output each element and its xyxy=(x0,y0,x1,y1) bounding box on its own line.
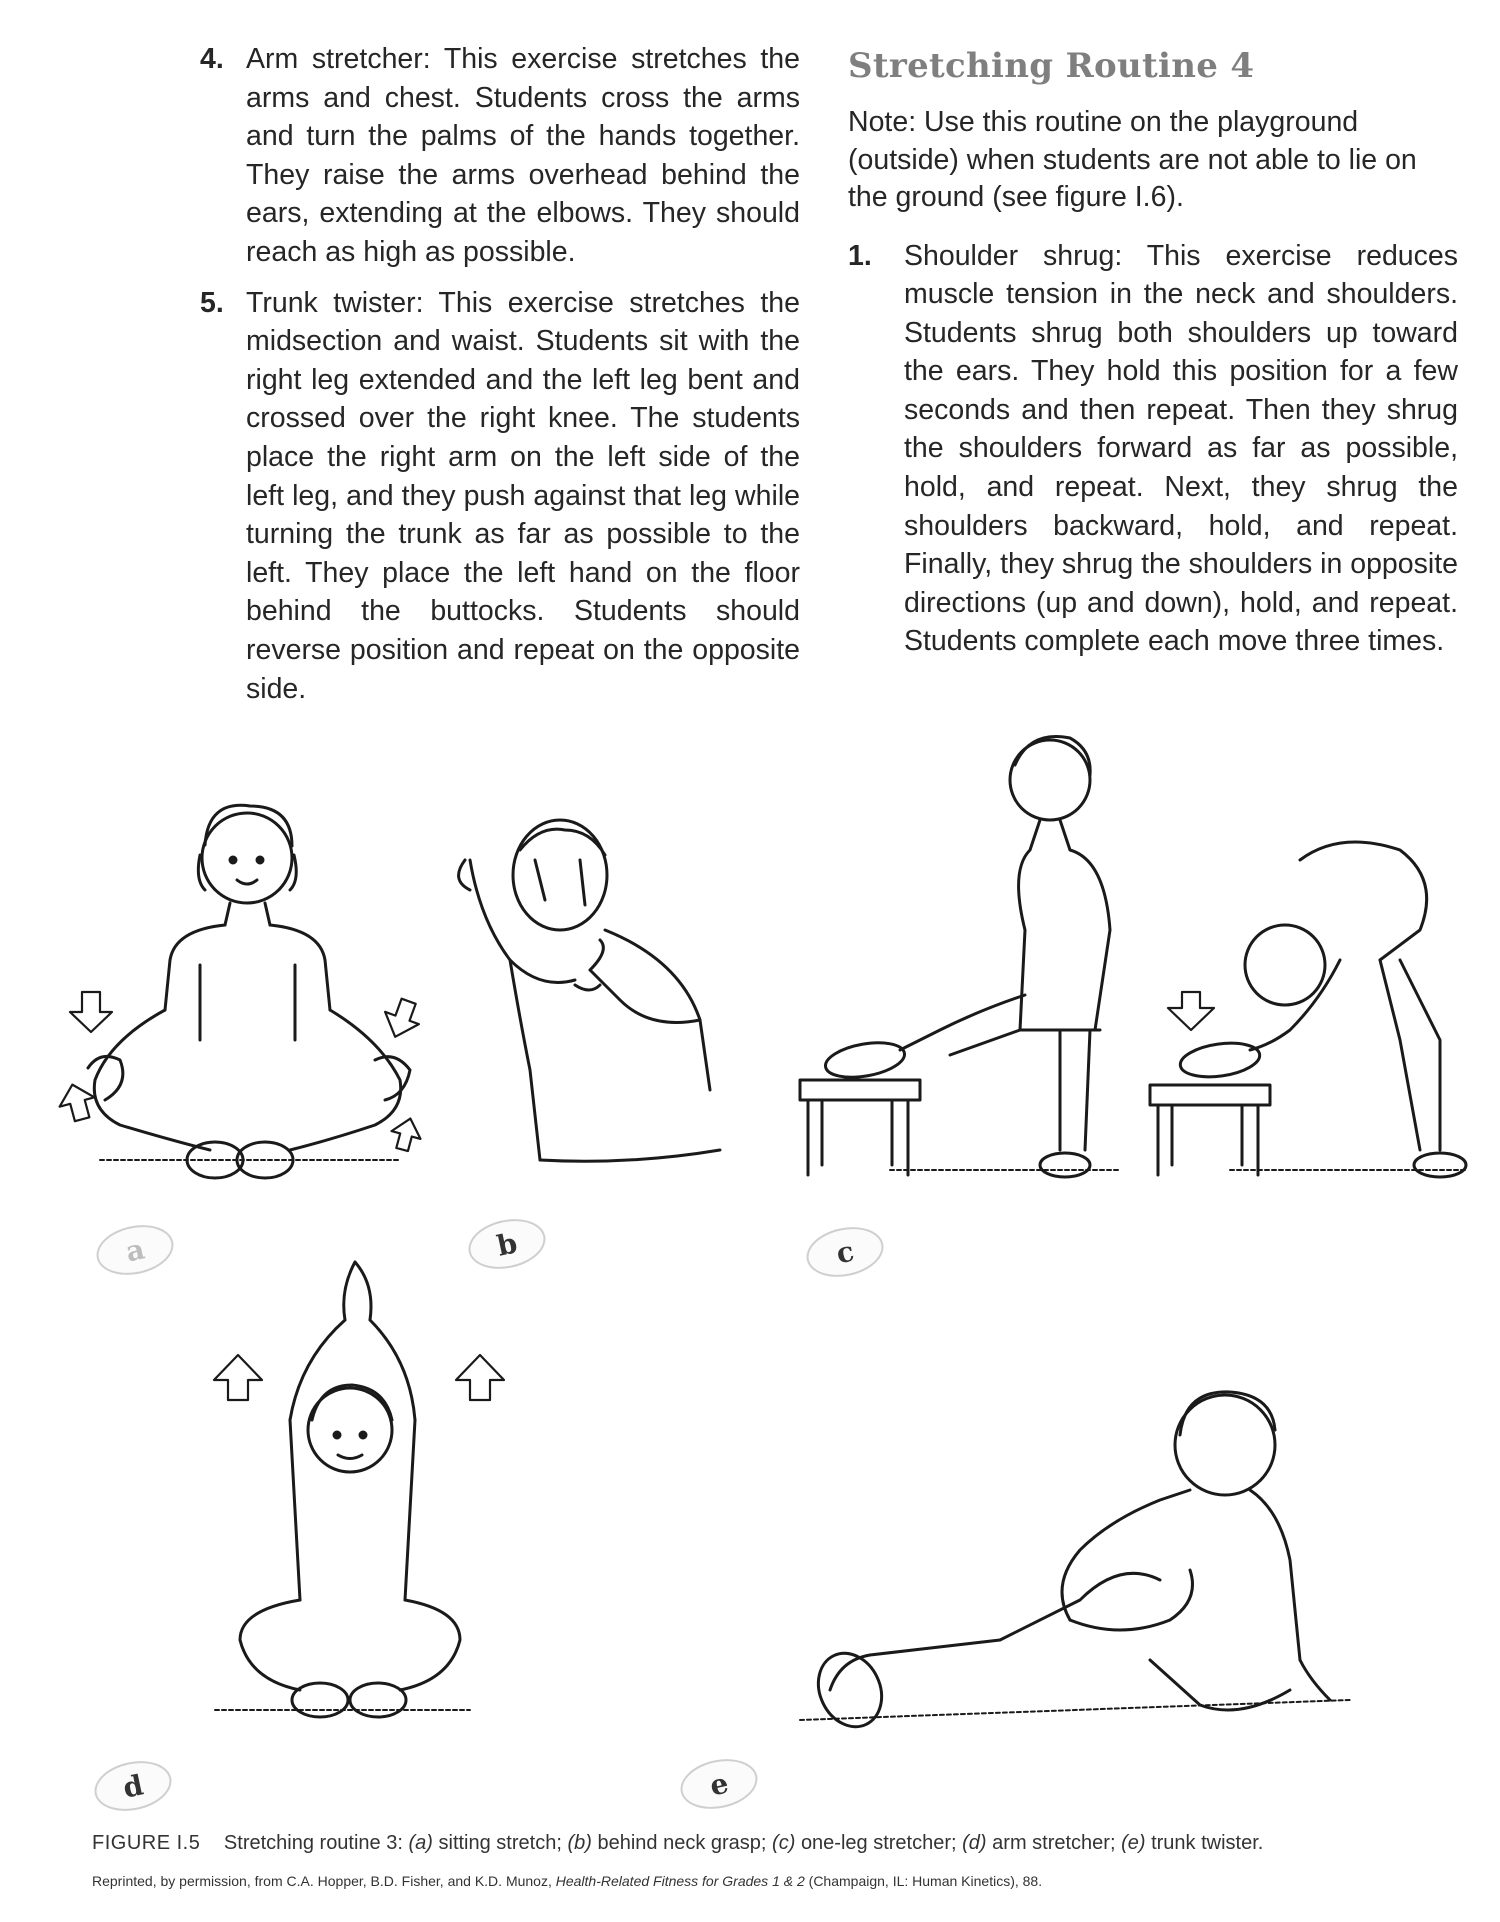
item-text: Shoulder shrug: This exercise reduces muscle tension in the neck and shoulders. Students shrug both shoulders up toward the ears. They hold this position for a few seconds and then repeat. Then they shrug the shoulders forward as far as possible, hold, and repeat. Next, they shrug the shoulders backward, hold, and repeat. Finally, they shrug the shoulders in opposite directions (up and down), hold, and repeat. Students complete each move three times. xyxy=(904,239,1458,658)
left-text-column xyxy=(200,40,800,720)
caption-letter: (a) xyxy=(408,1832,433,1854)
item-number: 5. xyxy=(200,286,224,319)
figure-id: FIGURE I.5 xyxy=(92,1832,201,1854)
panel-label-d: d xyxy=(90,1754,176,1817)
caption-letter: (e) xyxy=(1121,1832,1146,1854)
panel-a-sitting-stretch xyxy=(55,805,425,1178)
panel-c-one-leg-stretcher xyxy=(800,737,1466,1177)
credit-text: (Champaign, IL: Human Kinetics), 88. xyxy=(808,1873,1043,1889)
panel-b-behind-neck-grasp xyxy=(459,820,720,1161)
exercise-item-trunk-twister xyxy=(200,284,800,709)
caption-prefix: Stretching routine 3: xyxy=(223,1832,403,1854)
caption-part: trunk twister. xyxy=(1151,1832,1264,1854)
caption-part: one-leg stretcher; xyxy=(800,1832,957,1854)
caption-part: behind neck grasp; xyxy=(597,1832,767,1854)
panel-label-a: a xyxy=(92,1218,178,1281)
item-text: Arm stretcher: This exercise stretches the arms and chest. Students cross the arms and turn the palms of the hands together. They raise the arms overhead behind the ears, extending at the elbows. They should reach as high as possible. xyxy=(246,43,800,268)
right-text-column xyxy=(848,40,1458,673)
panel-e-trunk-twister xyxy=(800,1392,1350,1737)
caption-letter: (d) xyxy=(962,1832,987,1854)
item-text: Trunk twister: This exercise stretches the midsection and waist. Students sit with the right leg extended and the left leg bent and crossed over the right knee. The students place the right arm on the left side of the left leg, and they push against that leg while turning the trunk as far as possible to the left. They place the left hand on the floor behind the buttocks. Students should reverse position and repeat on the opposite side. xyxy=(246,286,800,705)
panel-label-b: b xyxy=(464,1212,550,1275)
item-number: 1. xyxy=(848,239,872,272)
panel-label-c: c xyxy=(802,1220,888,1283)
exercise-item-arm-stretcher xyxy=(200,40,800,272)
caption-part: sitting stretch; xyxy=(438,1832,562,1854)
section-heading: Stretching Routine 4 xyxy=(848,46,1255,86)
item-number: 4. xyxy=(200,43,224,75)
panel-d-arm-stretcher xyxy=(214,1262,504,1717)
figure-credit xyxy=(92,1873,1452,1889)
caption-letter: (b) xyxy=(567,1832,592,1854)
exercise-item-shoulder-shrug xyxy=(848,237,1458,662)
caption-letter: (c) xyxy=(772,1832,796,1854)
caption-part: arm stretcher; xyxy=(992,1832,1116,1854)
routine-note: Note: Use this routine on the playground (outside) when students are not able to lie on the ground (see figure I.6). xyxy=(848,106,1417,213)
panel-label-e: e xyxy=(676,1752,762,1815)
credit-text: Reprinted, by permission, from C.A. Hopper, B.D. Fisher, and K.D. Munoz, xyxy=(92,1873,552,1889)
figure-caption xyxy=(92,1832,1452,1855)
credit-book-title: Health-Related Fitness for Grades 1 & 2 xyxy=(555,1873,805,1889)
